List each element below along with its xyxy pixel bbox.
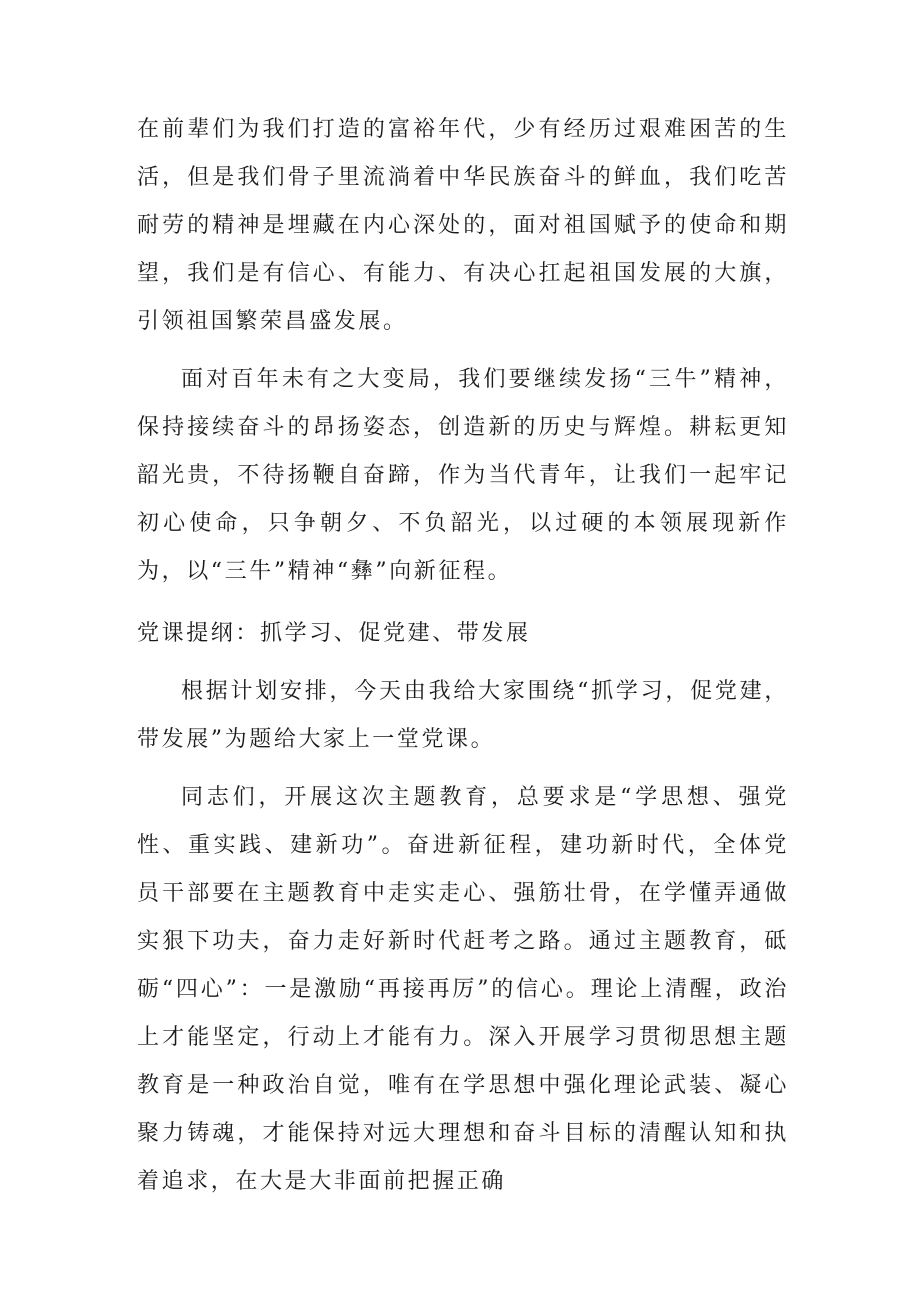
paragraph-1: 在前辈们为我们打造的富裕年代，少有经历过艰难困苦的生活，但是我们骨子里流淌着中华民族奋斗的鲜血，我们吃苦耐劳的精神是埋藏在内心深处的，面对祖国赋予的使命和期望，我们是有信心、有能力、有决心扛起祖国发展的大旗，引领祖国繁荣昌盛发展。 [137,117,789,334]
paragraph-3: 根据计划安排，今天由我给大家围绕“抓学习，促党建，带发展”为题给大家上一堂党课。 [137,679,789,752]
paragraph-2: 面对百年未有之大变局，我们要继续发扬“三牛”精神，保持接续奋斗的昂扬姿态，创造新的历史与辉煌。耕耘更知韶光贵，不待扬鞭自奋蹄，作为当代青年，让我们一起牢记初心使命，只争朝夕、不负韶光，以过硬的本领展现新作为，以“三牛”精神“彝”向新征程。 [137,367,789,584]
paragraph-4: 同志们，开展这次主题教育，总要求是“学思想、强党性、重实践、建新功”。奋进新征程，建功新时代，全体党员干部要在主题教育中走实走心、强筋壮骨，在学懂弄通做实狠下功夫，奋力走好新时代赶考之路。通过主题教育，砥砺“四心”：一是激励“再接再厉”的信心。理论上清醒，政治上才能坚定，行动上才能有力。深入开展学习贯彻思想主题教育是一种政治自觉，唯有在学思想中强化理论武装、凝心聚力铸魂，才能保持对远大理想和奋斗目标的清醒认知和执着追求，在大是大非面前把握正确 [137,785,789,1194]
document-body [137,106,789,1216]
section-heading: 党课提纲：抓学习、促党建、带发展 [137,621,531,646]
